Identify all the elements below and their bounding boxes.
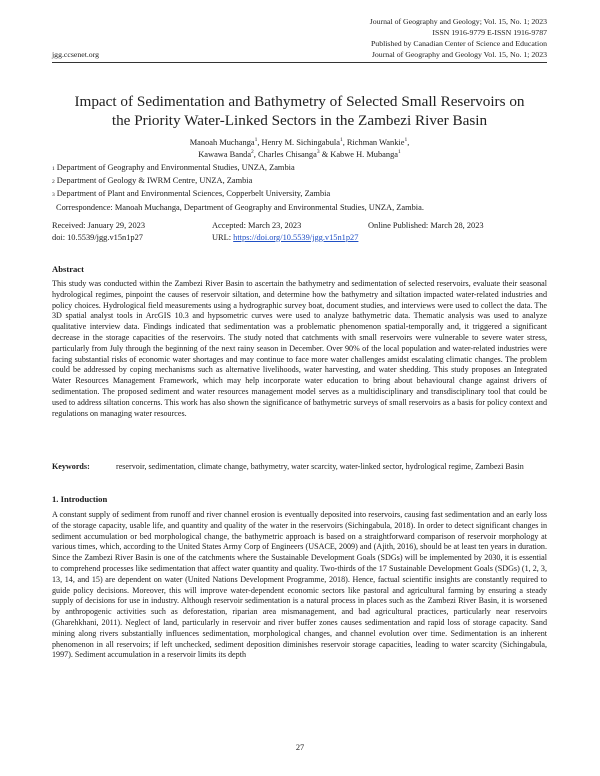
affiliation-marker: 1 xyxy=(254,137,258,144)
affiliation-marker: 1 xyxy=(339,137,343,144)
accepted-date: Accepted: March 23, 2023 xyxy=(212,221,302,230)
correspondence: Correspondence: Manoah Muchanga, Department of Geography and Environmental Studies, UNZA, Zambia. xyxy=(56,202,424,212)
title-line-2: the Priority Water-Linked Sectors in the Zambezi River Basin xyxy=(111,112,488,129)
affiliation-1: 1 Department of Geography and Environmental Studies, UNZA, Zambia xyxy=(52,163,295,172)
site-name: jgg.ccsenet.org xyxy=(52,50,100,59)
introduction-heading: 1. Introduction xyxy=(52,494,108,504)
journal-header-info xyxy=(370,16,547,60)
journal-citation: Journal of Geography and Geology; Vol. 15, No. 1; 2023 xyxy=(369,17,547,26)
affiliation-3: 3 Department of Plant and Environmental Sciences, Copperbelt University, Zambia xyxy=(52,189,331,199)
author-name: Manoah Muchanga xyxy=(189,138,255,147)
author-name: Charles Chisanga xyxy=(257,150,317,159)
author-name: Kawawa Banda xyxy=(198,150,252,159)
keywords-block xyxy=(52,462,547,473)
abstract-heading: Abstract xyxy=(52,264,84,274)
abstract-text: This study was conducted within the Zambezi River Basin to ascertain the bathymetry and sedimentation of selected reservoirs, evaluate their seasonal hydrological regimes, pinpoint the causes of reservoir siltation, and determine how the bathymetry and siltation impacted water-related industries and policy choices. Hydrological field measurements using a hydrographic survey boat, document studies, and interviews were used to collect the data. The 3D spatial analyst tools in ArcGIS 10.3 and hypsometric curves were used to analyze bathymetric data. Thematic analysis was used to analyze qualitative interview data. Findings indicated that sedimentation was a problematic phenomenon spatial-temporally and, it triggered a significant decrease in the storage capacities of the reservoirs. The study noted that catchments with small reservoirs were vulnerable to severe water stress, particularly from July through the beginning of the next rainy season in December. Over 90% of the local population and water-related industries were facing substantial risks of economic water shortages and may continue to face more water challenges amidst escalating climatic changes. The problem could be addressed by coping mechanisms such as alternative livelihoods, water harvesting, and water shedding. This study proposes an Integrated Water Resources Management Framework, which may help incorporate water education to bring about behavioural change against drivers of sedimentation. The proposed sediment and water resources management model serves as a multidisciplinary and transdisciplinary tool that could be used to address siltation concerns. This work has also shown the significance of bathymetric surveys of small reservoirs as a basis for policy context and regulations on managing water resources. xyxy=(52,279,547,418)
doi-link[interactable]: https://doi.org/10.5539/jgg.v15n1p27 xyxy=(233,232,359,242)
affiliation-2: 2 Department of Geology & IWRM Centre, UNZA, Zambia xyxy=(52,176,253,186)
author-name: Henry M. Sichingabula xyxy=(261,138,340,147)
introduction-text: A constant supply of sediment from runoff and river channel erosion is eventually deposited into reservoirs, causing fast sedimentation and an early loss of the storage capacity, usable life, and quantity and quality of the water in the reservoirs (Sichingabula, 2018). In order to detect significant changes in sediment accumulation or bed morphological change, the bathymetric approach is based on a straightforward comparison of reservoir morphology at various times, which, according to the United States Army Corp of Engineers (USACE, 2009) and (Ajith, 2016), should be at least ten years in duration. Since the Zambezi River Basin is one of the catchments where the Sustainable Development Goals (SDGs) will be implemented by 2030, it is essential to comprehend processes like sedimentation that affect water quantity and quality. Two-thirds of the 17 Sustainable Development Goals (SDGs) (1, 2, 3, 13, 14, and 15) are dependent on water (United Nations Development Programme, 2018). Hence, factual scientific insights are constantly required to guide policy decisions. Moreover, this will improve water-dependent economic sectors like pastoral and agricultural farming by ensuring a steady supply of decisions for use in industry. Although reservoir sedimentation is a natural process in places such as the Zambezi River Basin, it is worsened by anthropogenic activities such as deforestation, riparian area mismanagement, and bad agricultural practices, particularly near reservoirs (Gharehkhani, 2011). Neglect of land, particularly in reservoir and river buffer zones causes sedimentation and rapid loss of storage capacity. Sand mining along rivers substantially influences sedimentation, morphological changes, and channel evolution over time. Sedimentation is an inherent phenomenon in all reservoirs; if left unchecked, sediment deposition diminishes reservoir storage capacities, leading to water scarcity (Sichingabula, 1997). Sediment accumulation in a reservoir limits its depth xyxy=(52,510,547,660)
url-label: URL: xyxy=(212,232,232,242)
author-list xyxy=(52,137,547,161)
running-head: Journal of Geography and Geology Vol. 15, No. 1; 2023 xyxy=(371,50,547,59)
title-line-1: Impact of Sedimentation and Bathymetry of Selected Small Reservoirs on xyxy=(74,93,525,110)
affiliations xyxy=(52,162,552,213)
publisher: Published by Canadian Center of Science and Education xyxy=(370,39,547,48)
header-divider xyxy=(52,62,547,63)
author-name: Kabwe H. Mubanga xyxy=(330,150,398,159)
affiliation-marker: 2 xyxy=(251,149,254,156)
author-line-2: Kawawa Banda$^2$, Charles Chisanga$^3$ & Kabwe H. Mubanga$^1$ xyxy=(198,149,401,159)
author-name: Richman Wankie xyxy=(346,138,405,147)
keywords-text: reservoir, sedimentation, climate change, bathymetry, water scarcity, water-linked sector, hydrological regime, Zambezi Basin xyxy=(116,462,524,471)
affiliation-marker: 1 xyxy=(397,149,401,156)
received-date: Received: January 29, 2023 xyxy=(52,221,146,230)
author-line-1: Manoah Muchanga$^1$, Henry M. Sichingabula$^1$, Richman Wankie$^1$, xyxy=(189,137,410,147)
issn: ISSN 1916-9779 E-ISSN 1916-9787 xyxy=(432,28,547,37)
online-date: Online Published: March 28, 2023 xyxy=(368,221,484,230)
doi: doi: 10.5539/jgg.v15n1p27 xyxy=(52,232,143,242)
paper-title xyxy=(52,92,547,130)
publication-dates xyxy=(52,220,552,243)
url-line xyxy=(212,232,358,244)
affiliation-marker: 1 xyxy=(404,137,408,144)
affiliation-marker: 3 xyxy=(316,149,320,156)
page-number: 27 xyxy=(295,743,305,752)
keywords-label: Keywords: xyxy=(52,462,90,471)
